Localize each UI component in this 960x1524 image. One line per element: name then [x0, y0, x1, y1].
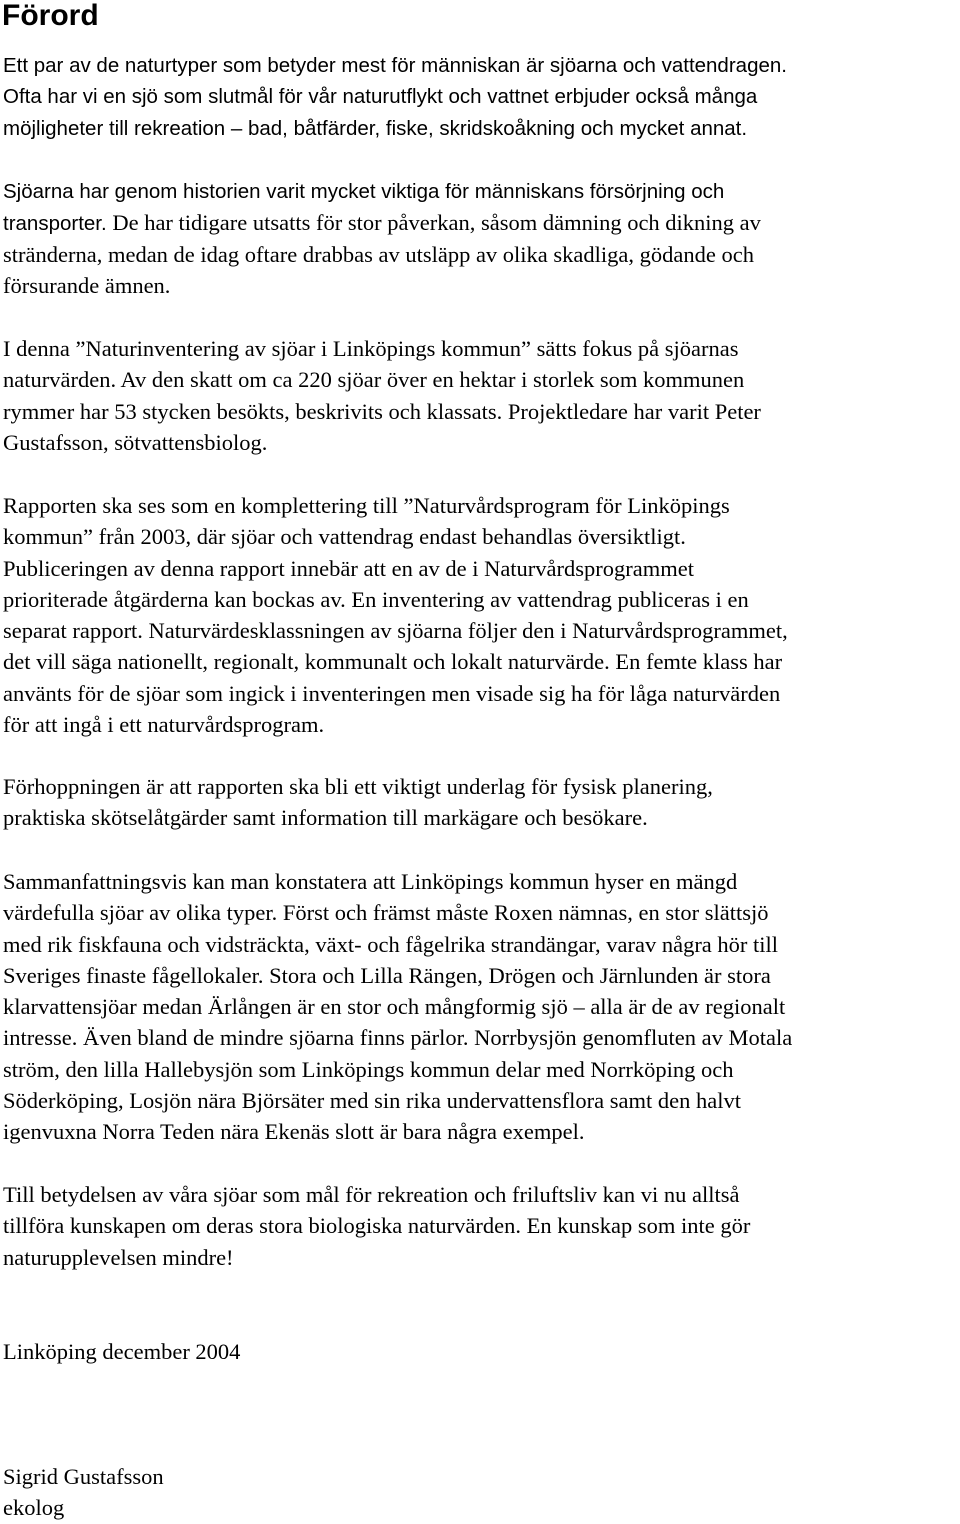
text-line: Publiceringen av denna rapport innebär att en av de i Naturvårdsprogrammet	[3, 555, 694, 581]
text-line: igenvuxna Norra Teden nära Ekenäs slott är bara några exempel.	[3, 1119, 585, 1145]
paragraph-history	[3, 176, 959, 301]
text-line-mixed	[3, 207, 959, 238]
text-line: Sammanfattningsvis kan man konstatera att Linköpings kommun hyser en mängd	[3, 869, 738, 894]
author-name: Sigrid Gustafsson	[3, 1464, 164, 1489]
text-line: naturvärden. Av den skatt om ca 220 sjöar över en hektar i storlek som kommunen	[3, 367, 745, 393]
text-line: Ofta har vi en sjö som slutmål för vår naturutflykt och vattnet erbjuder också många	[3, 85, 758, 109]
text-line: med rik fiskfauna och vidsträckta, växt- och fågelrika strandängar, varav några hör till	[3, 931, 779, 957]
text-line: kommun” från 2003, där sjöar och vattendrag endast behandlas översiktligt.	[3, 524, 686, 550]
paragraph-summary	[3, 866, 959, 1148]
text-line: intresse. Även bland de mindre sjöarna finns pärlor. Norrbysjön genomfluten av Motala	[3, 1025, 793, 1051]
signature-block	[3, 1461, 959, 1524]
text-line: klarvattensjöar medan Ärlången är en stor och mångformig sjö – alla är de av regionalt	[3, 994, 786, 1020]
text-line: Ett par av de naturtyper som betyder mest för människan är sjöarna och vattendragen.	[3, 54, 787, 77]
paragraph-inventory	[3, 333, 959, 458]
paragraph-report	[3, 490, 959, 740]
text-line: Till betydelsen av våra sjöar som mål för rekreation och friluftsliv kan vi nu alltså	[3, 1182, 740, 1207]
text-line: stränderna, medan de idag oftare drabbas av utsläpp av olika skadliga, gödande och	[3, 241, 754, 267]
place-date-text: Linköping december 2004	[3, 1339, 241, 1364]
text-line: I denna ”Naturinventering av sjöar i Linköpings kommun” sätts fokus på sjöarnas	[3, 336, 739, 361]
text-line: använts för de sjöar som ingick i inventeringen men visade sig ha för låga naturvärden	[3, 680, 781, 706]
text-run: transporter.	[3, 212, 107, 236]
text-line: naturupplevelsen mindre!	[3, 1244, 234, 1270]
text-line: tillföra kunskapen om deras stora biologiska naturvärden. En kunskap som inte gör	[3, 1213, 751, 1239]
text-line: separat rapport. Naturvärdesklassningen av sjöarna följer den i Naturvårdsprogrammet,	[3, 618, 788, 644]
text-line: Gustafsson, sötvattensbiolog.	[3, 429, 268, 455]
text-line: Sveriges finaste fågellokaler. Stora och Lilla Rängen, Drögen och Järnlunden är stora	[3, 962, 771, 988]
text-run: De har tidigare utsatts för stor påverkan, såsom dämning och dikning av	[106, 210, 761, 236]
text-line: möjligheter till rekreation – bad, båtfärder, fiske, skridskoåkning och mycket annat.	[3, 116, 748, 140]
paragraph-intro	[3, 50, 959, 144]
author-title: ekolog	[3, 1495, 65, 1521]
text-line: för att ingå i ett naturvårdsprogram.	[3, 712, 325, 738]
text-line: försurande ämnen.	[3, 272, 171, 298]
text-line: praktiska skötselåtgärder samt information till markägare och besökare.	[3, 805, 648, 831]
text-line: Sjöarna har genom historien varit mycket viktiga för människans försörjning och	[3, 180, 725, 203]
text-line: rymmer har 53 stycken besökts, beskrivits och klassats. Projektledare har varit Peter	[3, 398, 761, 424]
place-date	[3, 1336, 959, 1367]
text-line: ström, den lilla Hallebysjön som Linköpings kommun delar med Norrköping och	[3, 1056, 734, 1082]
paragraph-hope	[3, 771, 959, 834]
text-line: det vill säga nationellt, regionalt, kommunalt och lokalt naturvärde. En femte klass har	[3, 649, 783, 675]
text-line: värdefulla sjöar av olika typer. Först och främst måste Roxen nämnas, en stor slättsjö	[3, 900, 769, 926]
text-line: Förhoppningen är att rapporten ska bli ett viktigt underlag för fysisk planering,	[3, 774, 713, 799]
text-line: prioriterade åtgärderna kan bockas av. En inventering av vattendrag publiceras i en	[3, 586, 749, 612]
page-title: Förord	[2, 0, 99, 32]
text-line: Söderköping, Losjön nära Björsäter med sin rika undervattensflora samt den halvt	[3, 1088, 741, 1114]
paragraph-conclusion	[3, 1179, 959, 1273]
text-line: Rapporten ska ses som en komplettering till ”Naturvårdsprogram för Linköpings	[3, 493, 730, 518]
